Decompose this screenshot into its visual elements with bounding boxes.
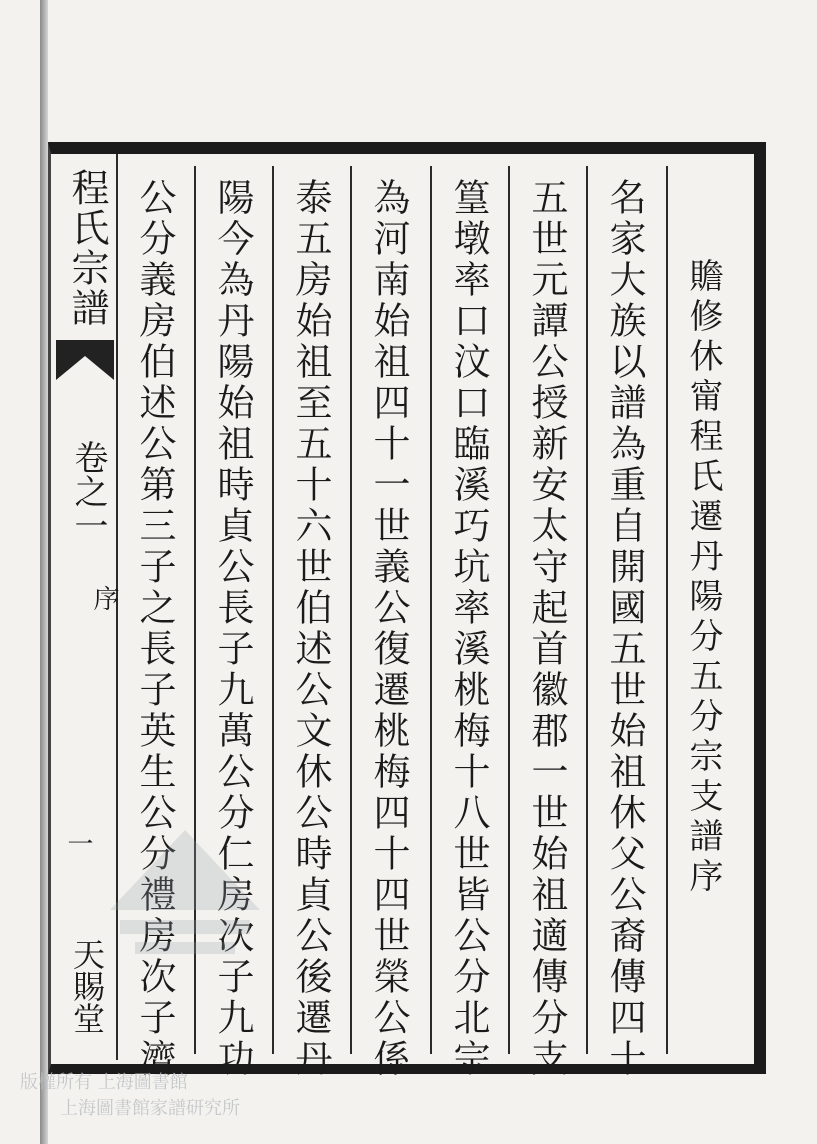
- column-rule: [272, 166, 274, 1054]
- preface-title: 贍修休甯程氏遷丹陽分五分宗支譜序: [683, 258, 723, 898]
- binding-edge: [40, 0, 48, 1144]
- watermark-line: 上海圖書館家譜研究所: [60, 1098, 240, 1119]
- text-column: 為河南始祖四十一世義公復遷桃梅四十四世榮公係: [367, 178, 410, 1080]
- column-rule: [350, 166, 352, 1054]
- text-column: 公分義房伯述公第三子之長子英生公分禮房次子濟: [133, 178, 176, 1080]
- library-logo-watermark: [100, 820, 270, 980]
- column-rule: [508, 166, 510, 1054]
- library-watermark: [20, 1068, 660, 1128]
- margin-volume: 卷之一: [68, 440, 108, 542]
- text-column: 五世元譚公授新安太守起首徽郡一世始祖適傳分支: [525, 178, 568, 1080]
- column-rule: [430, 166, 432, 1054]
- text-column: 泰五房始祖至五十六世伯述公文休公時貞公後遷丹: [289, 178, 332, 1080]
- column-rule: [666, 166, 668, 1054]
- margin-title: 程氏宗譜: [65, 168, 109, 328]
- text-column: 篁墩率口汶口臨溪巧坑率溪桃梅十八世皆公分北宗: [447, 178, 490, 1080]
- watermark-line: 版權所有 上海圖書館: [20, 1072, 188, 1093]
- text-column: 陽今為丹陽始祖時貞公長子九萬公分仁房次子九功: [211, 178, 254, 1080]
- margin-page-number: 一: [63, 830, 93, 856]
- column-rule: [586, 166, 588, 1054]
- margin-section: 序: [89, 585, 119, 611]
- text-column: 名家大族以譜為重自開國五世始祖休父公裔傳四十: [603, 178, 646, 1080]
- margin-hall-name: 天賜堂: [68, 938, 106, 1034]
